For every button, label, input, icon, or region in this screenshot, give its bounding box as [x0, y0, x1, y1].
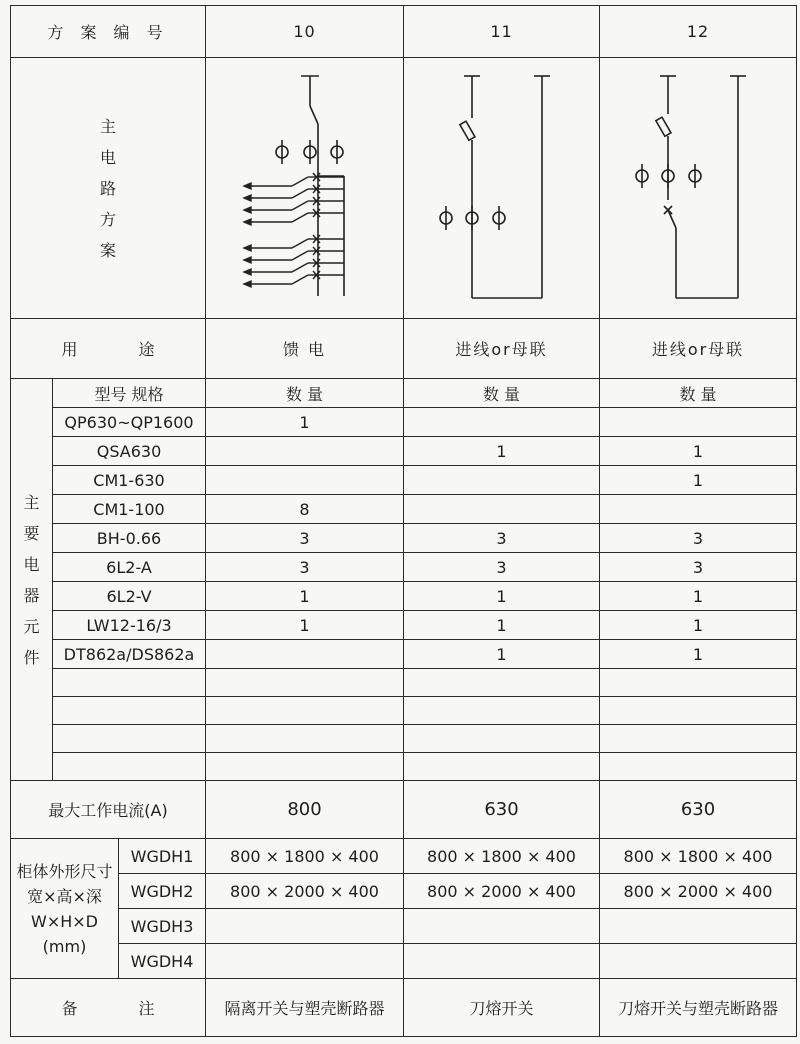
empty-row — [11, 753, 797, 781]
dimension-value — [600, 944, 797, 979]
table-row — [11, 582, 797, 611]
component-qty: 1 — [600, 437, 797, 466]
dimension-value: 800 × 2000 × 400 — [600, 874, 797, 909]
component-qty: 8 — [206, 495, 404, 524]
dimension-row — [11, 839, 797, 874]
remarks-label: 备 注 — [11, 979, 206, 1037]
scheme-number-11: 11 — [404, 6, 600, 58]
circuit-diagram-11 — [404, 58, 600, 319]
dimension-value: 800 × 1800 × 400 — [600, 839, 797, 874]
max-current-label: 最大工作电流(A) — [11, 781, 206, 839]
usage-row — [11, 319, 797, 379]
component-qty: 1 — [206, 408, 404, 437]
dimension-value: 800 × 2000 × 400 — [206, 874, 404, 909]
dimension-model: WGDH4 — [119, 944, 206, 979]
components-header-row — [11, 379, 797, 408]
remark-10: 隔离开关与塑壳断路器 — [206, 979, 404, 1037]
dimension-row — [11, 909, 797, 944]
usage-label: 用 途 — [11, 319, 206, 379]
usage-12: 进线or母联 — [600, 319, 797, 379]
dimension-value: 800 × 1800 × 400 — [404, 839, 600, 874]
table-row — [11, 640, 797, 669]
dimension-value: 800 × 1800 × 400 — [206, 839, 404, 874]
max-current-10: 800 — [206, 781, 404, 839]
component-model: 6L2-V — [53, 582, 206, 611]
component-qty: 3 — [404, 524, 600, 553]
component-qty — [404, 466, 600, 495]
circuit-diagram-10 — [206, 58, 404, 319]
dimension-model: WGDH1 — [119, 839, 206, 874]
table-row — [11, 408, 797, 437]
model-spec-header: 型号 规格 — [53, 379, 206, 408]
empty-row — [11, 697, 797, 725]
component-qty: 3 — [600, 553, 797, 582]
feeder-branch — [244, 247, 344, 263]
dimension-value — [600, 909, 797, 944]
scheme-number-label: 方 案 编 号 — [11, 6, 206, 58]
table-row — [11, 437, 797, 466]
dimension-row — [11, 874, 797, 909]
component-qty: 1 — [600, 640, 797, 669]
component-qty — [206, 466, 404, 495]
component-model: QSA630 — [53, 437, 206, 466]
incoming-diagram-11 — [404, 58, 599, 318]
component-qty — [600, 495, 797, 524]
component-qty: 1 — [600, 582, 797, 611]
header-row — [11, 6, 797, 58]
circuit-diagram-12 — [600, 58, 797, 319]
incoming-diagram-12 — [600, 58, 796, 318]
table-row — [11, 611, 797, 640]
dimension-value — [404, 909, 600, 944]
remarks-row — [11, 979, 797, 1037]
component-qty: 3 — [206, 524, 404, 553]
feeder-branch — [244, 259, 344, 275]
component-qty: 3 — [206, 553, 404, 582]
component-qty: 1 — [600, 466, 797, 495]
remark-11: 刀熔开关 — [404, 979, 600, 1037]
scheme-number-12: 12 — [600, 6, 797, 58]
table-row — [11, 524, 797, 553]
max-current-12: 630 — [600, 781, 797, 839]
scheme-number-10: 10 — [206, 6, 404, 58]
component-qty — [404, 495, 600, 524]
dimension-value — [206, 944, 404, 979]
table-row — [11, 495, 797, 524]
component-qty — [206, 437, 404, 466]
table-row — [11, 466, 797, 495]
component-qty: 1 — [206, 582, 404, 611]
component-model: LW12-16/3 — [53, 611, 206, 640]
component-qty: 3 — [600, 524, 797, 553]
component-qty — [206, 640, 404, 669]
qty-header-10: 数 量 — [206, 379, 404, 408]
dimension-model: WGDH2 — [119, 874, 206, 909]
component-model: CM1-100 — [53, 495, 206, 524]
feeder-branch — [244, 209, 344, 225]
component-qty: 1 — [404, 611, 600, 640]
feeder-branch — [244, 271, 344, 287]
usage-11: 进线or母联 — [404, 319, 600, 379]
dimension-value — [206, 909, 404, 944]
component-qty: 1 — [600, 611, 797, 640]
empty-row — [11, 669, 797, 697]
component-qty: 3 — [404, 553, 600, 582]
dimension-value: 800 × 2000 × 400 — [404, 874, 600, 909]
current-row — [11, 781, 797, 839]
max-current-11: 630 — [404, 781, 600, 839]
component-qty — [600, 408, 797, 437]
table-row — [11, 553, 797, 582]
component-qty: 1 — [404, 640, 600, 669]
components-section-label: 主 要 电 器 元 件 — [11, 379, 53, 781]
feeder-diagram — [206, 58, 403, 318]
dimension-value — [404, 944, 600, 979]
component-qty: 1 — [404, 437, 600, 466]
component-qty: 1 — [206, 611, 404, 640]
feeder-branch — [244, 235, 344, 251]
circuit-label: 主 电 路 方 案 — [11, 58, 206, 319]
component-model: DT862a/DS862a — [53, 640, 206, 669]
qty-header-12: 数 量 — [600, 379, 797, 408]
scheme-table — [10, 5, 797, 1037]
feeder-branch — [244, 185, 344, 201]
component-qty: 1 — [404, 582, 600, 611]
usage-10: 馈 电 — [206, 319, 404, 379]
component-model: 6L2-A — [53, 553, 206, 582]
circuit-row — [11, 58, 797, 319]
empty-row — [11, 725, 797, 753]
feeder-branch — [244, 197, 344, 213]
qty-header-11: 数 量 — [404, 379, 600, 408]
component-qty — [404, 408, 600, 437]
component-model: QP630~QP1600 — [53, 408, 206, 437]
dimension-label: 柜体外形尺寸 宽×高×深 W×H×D (mm) — [11, 839, 119, 979]
dimension-row — [11, 944, 797, 979]
remark-12: 刀熔开关与塑壳断路器 — [600, 979, 797, 1037]
component-model: BH-0.66 — [53, 524, 206, 553]
dimension-model: WGDH3 — [119, 909, 206, 944]
component-model: CM1-630 — [53, 466, 206, 495]
